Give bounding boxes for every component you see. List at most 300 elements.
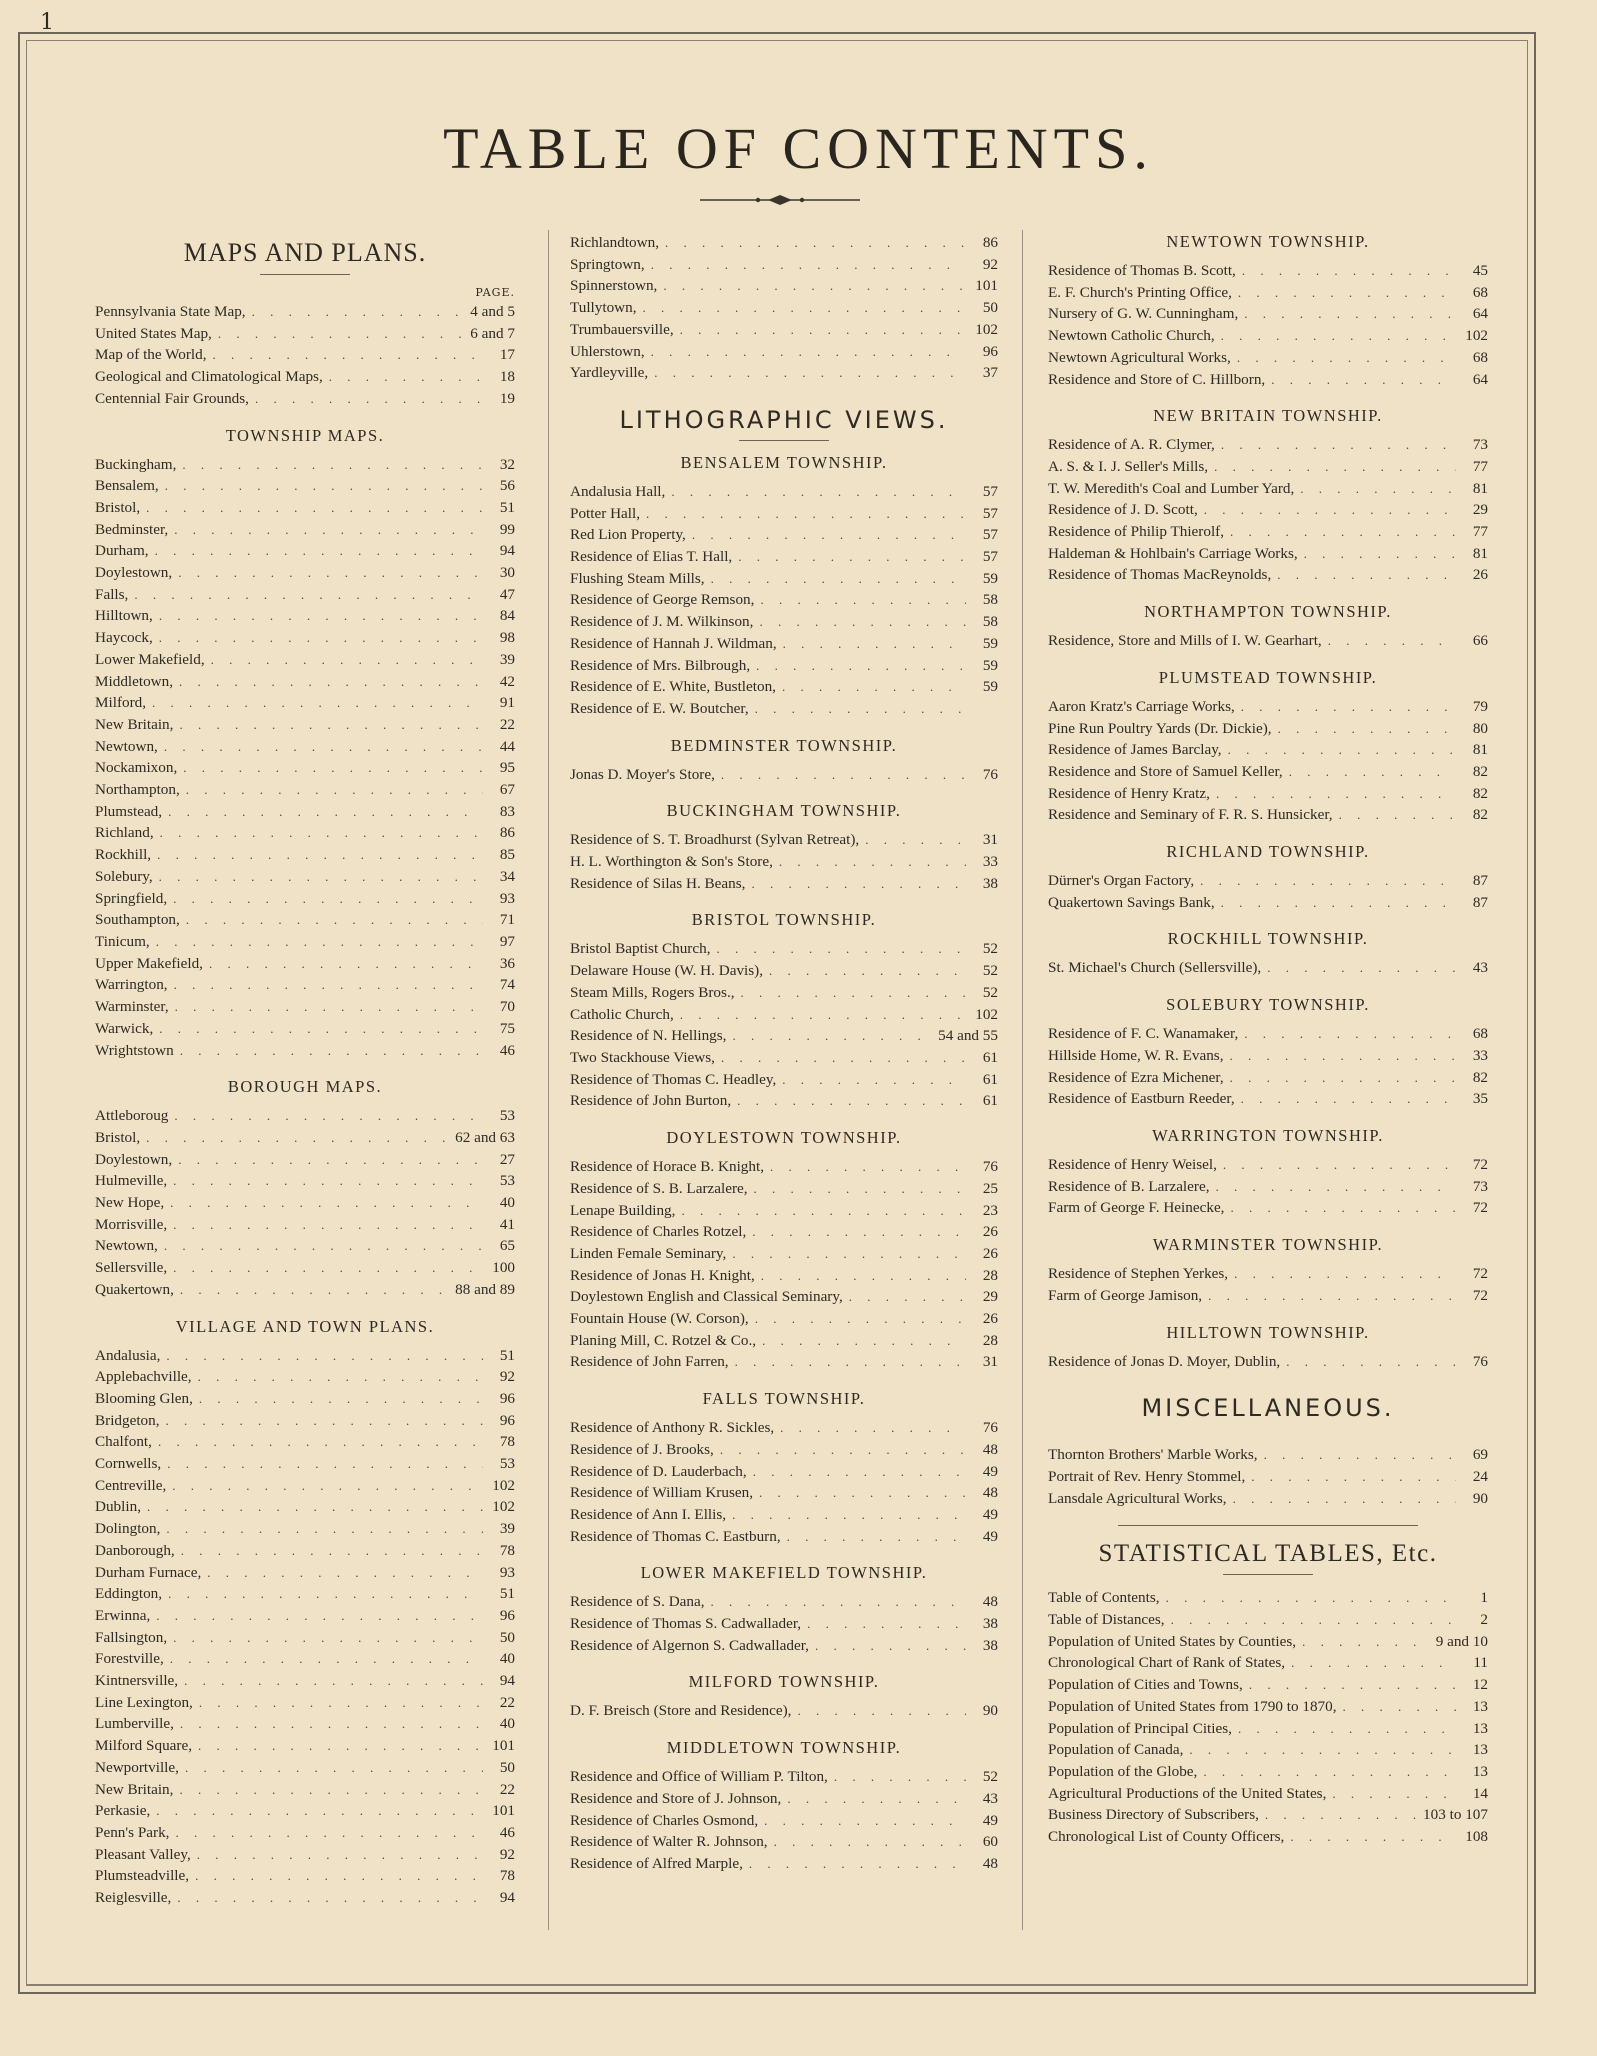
toc-entry (570, 275, 998, 297)
entry-pages: 96 (499, 1411, 515, 1429)
dot-leader (156, 1605, 483, 1627)
entry-label: Blooming Glen, (95, 1389, 193, 1407)
entry-label: Aaron Kratz's Carriage Works, (1048, 697, 1235, 715)
toc-entry (570, 1766, 998, 1788)
entry-label: D. F. Breisch (Store and Residence), (570, 1702, 792, 1720)
township-section (570, 736, 998, 786)
dot-leader (1200, 870, 1456, 892)
toc-entry (570, 1853, 998, 1875)
toc-entry (95, 1345, 515, 1367)
toc-entry (1048, 1804, 1488, 1826)
entry-pages: 81 (1472, 479, 1488, 497)
entry-label: Springfield, (95, 889, 168, 907)
entry-pages: 76 (982, 1419, 998, 1437)
entry-pages: 68 (1472, 283, 1488, 301)
entry-label: Warwick, (95, 1019, 154, 1037)
dot-leader (787, 1788, 966, 1810)
entry-pages: 52 (982, 962, 998, 980)
entry-label: Danborough, (95, 1541, 175, 1559)
entry-label: Tinicum, (95, 932, 150, 950)
dot-leader (179, 671, 483, 693)
township-heading: RICHLAND TOWNSHIP. (1166, 842, 1370, 862)
entry-label: Upper Makefield, (95, 954, 203, 972)
entry-pages: 98 (499, 629, 515, 647)
dot-leader (166, 1410, 483, 1432)
toc-entry (1048, 1609, 1488, 1631)
entry-pages: 58 (982, 613, 998, 631)
township-section (1048, 406, 1488, 586)
dot-leader (782, 676, 966, 698)
dot-leader (1233, 1488, 1456, 1510)
entry-label: New Britain, (95, 715, 174, 733)
township-heading: LOWER MAKEFIELD TOWNSHIP. (640, 1563, 928, 1583)
entry-pages: 64 (1472, 305, 1488, 323)
entry-label: St. Michael's Church (Sellersville), (1048, 959, 1262, 977)
entry-label: Solebury, (95, 867, 153, 885)
dot-leader (173, 1627, 483, 1649)
entry-pages: 93 (499, 889, 515, 907)
dot-leader (146, 1127, 449, 1149)
toc-entry (570, 1417, 998, 1439)
entry-pages: 13 (1472, 1697, 1488, 1715)
dot-leader (180, 1713, 483, 1735)
entry-pages: 74 (499, 976, 515, 994)
entry-pages: 59 (982, 634, 998, 652)
dot-leader (170, 1192, 483, 1214)
dot-leader (165, 475, 483, 497)
entry-label: Population of the Globe, (1048, 1762, 1198, 1780)
toc-entry (95, 454, 515, 476)
dot-leader (1328, 630, 1456, 652)
entry-pages: 108 (1465, 1828, 1488, 1846)
toc-entry (95, 931, 515, 953)
township-heading: BENSALEM TOWNSHIP. (680, 452, 888, 472)
township-heading: MIDDLETOWN TOWNSHIP. (666, 1738, 902, 1758)
township-section (1048, 232, 1488, 390)
dot-leader (179, 714, 483, 736)
entry-pages: 50 (982, 299, 998, 317)
entry-label: Delaware House (W. H. Davis), (570, 962, 764, 980)
entry-label: Spinnerstown, (570, 277, 658, 295)
dot-leader (1265, 1804, 1417, 1826)
toc-entry (570, 1482, 998, 1504)
dot-leader (787, 1526, 966, 1548)
entry-pages: 101 (492, 1802, 515, 1820)
entry-pages: 67 (499, 781, 515, 799)
toc-entry (95, 1192, 515, 1214)
dot-leader (815, 1635, 966, 1657)
entry-label: Plumstead, (95, 802, 163, 820)
township-section (1048, 1126, 1488, 1219)
toc-entry (570, 698, 998, 720)
toc-entry (1048, 303, 1488, 325)
entry-label: Chronological Chart of Rank of States, (1048, 1654, 1286, 1672)
entry-pages: 35 (1472, 1090, 1488, 1108)
toc-entry (570, 319, 998, 341)
toc-entry (570, 1591, 998, 1613)
entry-list (1048, 260, 1488, 390)
township-section (1048, 1235, 1488, 1306)
entry-label: Andalusia, (95, 1346, 161, 1364)
entry-label: Residence of Elias T. Hall, (570, 548, 733, 566)
toc-entry (570, 1221, 998, 1243)
entry-label: Dürner's Organ Factory, (1048, 872, 1195, 890)
dot-leader (749, 1853, 966, 1875)
toc-entry (1048, 1176, 1488, 1198)
entry-pages: 33 (1472, 1046, 1488, 1064)
entry-label: Residence of Jonas H. Knight, (570, 1266, 755, 1284)
entry-pages: 82 (1472, 1068, 1488, 1086)
entry-label: Residence of Philip Thierolf, (1048, 523, 1225, 541)
entry-label: Hillside Home, W. R. Evans, (1048, 1046, 1224, 1064)
section-divider (1118, 1525, 1418, 1526)
entry-pages: 27 (499, 1150, 515, 1168)
toc-entry (95, 519, 515, 541)
dot-leader (174, 1105, 483, 1127)
entry-label: Durham Furnace, (95, 1563, 202, 1581)
toc-entry (1048, 282, 1488, 304)
entry-label: Newtown Catholic Church, (1048, 327, 1215, 345)
entry-pages: 49 (982, 1505, 998, 1523)
entry-label: Population of Cities and Towns, (1048, 1676, 1243, 1694)
entry-pages: 59 (982, 656, 998, 674)
dot-leader (1208, 1285, 1456, 1307)
entry-label: Attleboroug (95, 1107, 169, 1125)
dot-leader (1230, 1197, 1456, 1219)
toc-entry (570, 1243, 998, 1265)
entry-pages: 56 (499, 477, 515, 495)
entry-pages: 72 (1472, 1155, 1488, 1173)
entry-pages: 13 (1472, 1741, 1488, 1759)
entry-pages: 52 (982, 983, 998, 1001)
entry-pages: 102 (492, 1476, 515, 1494)
dot-leader (760, 589, 966, 611)
entry-label: Table of Contents, (1048, 1589, 1160, 1607)
toc-entry (1048, 1761, 1488, 1783)
entry-pages: 76 (982, 1158, 998, 1176)
entry-list (1048, 1587, 1488, 1847)
township-section (1048, 668, 1488, 826)
toc-entry (1048, 1263, 1488, 1285)
entry-pages: 28 (982, 1266, 998, 1284)
toc-entry (1048, 957, 1488, 979)
dot-leader (180, 1040, 483, 1062)
toc-entry (1048, 325, 1488, 347)
dot-leader (643, 297, 966, 319)
toc-entry (95, 779, 515, 801)
dot-leader (663, 275, 966, 297)
dot-leader (199, 1388, 483, 1410)
entry-pages: 72 (1472, 1199, 1488, 1217)
bottom-border (26, 1984, 1528, 1985)
entry-pages: 39 (499, 650, 515, 668)
township-groups (570, 453, 998, 1875)
entry-pages: 19 (499, 389, 515, 407)
dot-leader (1237, 347, 1456, 369)
entry-label: Residence of James Barclay, (1048, 741, 1222, 759)
township-section (1048, 602, 1488, 652)
entry-pages: 31 (982, 831, 998, 849)
toc-entry (1048, 1351, 1488, 1373)
entry-pages: 13 (1472, 1719, 1488, 1737)
entry-label: Newtown, (95, 737, 158, 755)
toc-entry (95, 1170, 515, 1192)
dot-leader (186, 909, 483, 931)
entry-pages: 73 (1472, 436, 1488, 454)
township-section (570, 1563, 998, 1656)
entry-list (1048, 1263, 1488, 1306)
toc-entry (95, 1257, 515, 1279)
dot-leader (156, 1800, 483, 1822)
entry-label: Haldeman & Hohlbain's Carriage Works, (1048, 544, 1298, 562)
entry-label: Residence of Henry Kratz, (1048, 784, 1210, 802)
township-heading: ROCKHILL TOWNSHIP. (1167, 929, 1369, 949)
entry-label: Centreville, (95, 1476, 167, 1494)
entry-label: Residence of E. W. Boutcher, (570, 699, 749, 717)
entry-list (95, 454, 515, 1062)
entry-pages: 48 (982, 1854, 998, 1872)
entry-pages: 101 (975, 277, 998, 295)
dot-leader (1230, 1067, 1456, 1089)
entry-pages: 70 (499, 998, 515, 1016)
toc-entry (95, 1562, 515, 1584)
entry-pages: 62 and 63 (455, 1128, 515, 1146)
entry-label: Farm of George Jamison, (1048, 1286, 1203, 1304)
dot-leader (782, 1069, 966, 1091)
toc-entry (570, 362, 998, 384)
entry-label: Residence of William Krusen, (570, 1484, 753, 1502)
dot-leader (681, 1200, 966, 1222)
entry-label: Residence of Walter R. Johnson, (570, 1833, 768, 1851)
dot-leader (1221, 892, 1456, 914)
entry-pages: 68 (1472, 1025, 1488, 1043)
entry-label: Population of Canada, (1048, 1741, 1184, 1759)
entry-label: Lenape Building, (570, 1201, 676, 1219)
entry-pages: 82 (1472, 806, 1488, 824)
entry-label: A. S. & I. J. Seller's Mills, (1048, 457, 1209, 475)
entry-pages: 102 (1465, 327, 1488, 345)
ornament-icon (700, 194, 860, 206)
entry-label: Nursery of G. W. Cunningham, (1048, 305, 1239, 323)
dot-leader (755, 1308, 966, 1330)
toc-entry (570, 873, 998, 895)
entry-label: Richland, (95, 824, 154, 842)
entry-pages: 92 (982, 255, 998, 273)
dot-leader (186, 779, 483, 801)
toc-entry (570, 655, 998, 677)
entry-list (1048, 696, 1488, 826)
entry-label: Plumsteadville, (95, 1867, 190, 1885)
toc-entry (570, 341, 998, 363)
dot-leader (737, 1090, 966, 1112)
entry-label: Population of United States by Counties, (1048, 1632, 1297, 1650)
dot-leader (170, 1648, 483, 1670)
entry-label: Flushing Steam Mills, (570, 569, 705, 587)
entry-label: Residence and Store of C. Hillborn, (1048, 370, 1266, 388)
entry-pages: 85 (499, 846, 515, 864)
dot-leader (671, 481, 966, 503)
entry-label: Two Stackhouse Views, (570, 1048, 715, 1066)
entry-pages: 2 (1480, 1611, 1488, 1629)
entry-pages: 49 (982, 1527, 998, 1545)
entry-label: Bensalem, (95, 477, 159, 495)
toc-entry (95, 562, 515, 584)
entry-pages: 102 (975, 320, 998, 338)
dot-leader (1189, 1739, 1456, 1761)
entry-pages: 91 (499, 694, 515, 712)
dot-leader (199, 1692, 483, 1714)
entry-pages: 30 (499, 564, 515, 582)
heading-divider (739, 440, 829, 441)
entry-pages: 24 (1472, 1467, 1488, 1485)
entry-label: Residence of E. White, Bustleton, (570, 678, 776, 696)
toc-entry (1048, 434, 1488, 456)
entry-label: Farm of George F. Heinecke, (1048, 1199, 1225, 1217)
entry-pages: 96 (499, 1606, 515, 1624)
dot-leader (721, 764, 966, 786)
entry-label: Doylestown, (95, 1150, 173, 1168)
toc-entry (570, 1025, 998, 1047)
toc-entry (1048, 1587, 1488, 1609)
entry-label: Residence of Horace B. Knight, (570, 1158, 765, 1176)
entry-label: Residence and Store of Samuel Keller, (1048, 762, 1283, 780)
entry-label: Residence of B. Larzalere, (1048, 1177, 1210, 1195)
entry-label: Centennial Fair Grounds, (95, 389, 249, 407)
dot-leader (1203, 1761, 1456, 1783)
entry-list (570, 764, 998, 786)
dot-leader (167, 1453, 483, 1475)
entry-pages: 39 (499, 1520, 515, 1538)
entry-pages: 87 (1472, 893, 1488, 911)
dot-leader (1171, 1609, 1456, 1631)
entry-label: Residence of Alfred Marple, (570, 1854, 743, 1872)
entry-pages: 103 to 107 (1423, 1806, 1488, 1824)
entry-pages: 78 (499, 1867, 515, 1885)
dot-leader (1251, 1466, 1456, 1488)
toc-entry (95, 540, 515, 562)
entry-pages: 96 (982, 342, 998, 360)
township-section (1048, 842, 1488, 913)
entry-label: Residence of Henry Weisel, (1048, 1155, 1217, 1173)
entry-pages: 26 (1472, 566, 1488, 584)
entry-label: Residence of Ezra Michener, (1048, 1068, 1224, 1086)
toc-entry (95, 1865, 515, 1887)
entry-pages: 53 (499, 1107, 515, 1125)
entry-pages: 86 (499, 824, 515, 842)
toc-entry (95, 1279, 515, 1301)
toc-entry (1048, 870, 1488, 892)
toc-entry (570, 1461, 998, 1483)
dot-leader (146, 497, 483, 519)
toc-entry (1048, 1696, 1488, 1718)
entry-label: Andalusia Hall, (570, 482, 666, 500)
toc-entry (95, 1453, 515, 1475)
toc-entry (95, 1040, 515, 1062)
township-heading: WARRINGTON TOWNSHIP. (1152, 1125, 1384, 1145)
entry-pages: 52 (982, 1768, 998, 1786)
entry-pages: 52 (982, 940, 998, 958)
dot-leader (195, 1865, 483, 1887)
dot-leader (735, 1351, 966, 1373)
toc-entry (1048, 1739, 1488, 1761)
toc-entry (1048, 1652, 1488, 1674)
dot-leader (185, 1757, 483, 1779)
entry-pages: 66 (1472, 632, 1488, 650)
toc-entry (1048, 1444, 1488, 1466)
toc-entry (1048, 456, 1488, 478)
entry-label: Springtown, (570, 255, 645, 273)
entry-label: Dublin, (95, 1498, 141, 1516)
column-divider (548, 230, 549, 1930)
entry-label: Residence of Jonas D. Moyer, Dublin, (1048, 1352, 1281, 1370)
dot-leader (178, 1149, 483, 1171)
toc-entry (95, 344, 515, 366)
entry-list (1048, 1023, 1488, 1110)
entry-label: Residence, Store and Mills of I. W. Gearhart, (1048, 632, 1322, 650)
section-heading: MAPS AND PLANS. (183, 238, 427, 267)
dot-leader (1300, 478, 1456, 500)
dot-leader (207, 1562, 483, 1584)
dot-leader (168, 801, 483, 823)
entry-label: Potter Hall, (570, 504, 641, 522)
entry-pages: 48 (982, 1440, 998, 1458)
dot-leader (178, 562, 483, 584)
dot-leader (732, 1504, 966, 1526)
toc-entry (570, 611, 998, 633)
dot-leader (849, 1286, 966, 1308)
toc-entry (570, 1200, 998, 1222)
toc-entry (1048, 499, 1488, 521)
dot-leader (1234, 1263, 1456, 1285)
entry-pages: 79 (1472, 697, 1488, 715)
entry-label: Residence of John Burton, (570, 1092, 732, 1110)
entry-pages: 92 (499, 1368, 515, 1386)
toc-entry (95, 366, 515, 388)
entry-pages: 81 (1472, 544, 1488, 562)
toc-entry (570, 764, 998, 786)
dot-leader (174, 974, 483, 996)
dot-leader (651, 254, 966, 276)
dot-leader (1221, 325, 1456, 347)
entry-label: Table of Distances, (1048, 1611, 1165, 1629)
entry-pages: 13 (1472, 1762, 1488, 1780)
entry-label: H. L. Worthington & Son's Store, (570, 853, 773, 871)
entry-pages: 22 (499, 715, 515, 733)
entry-pages: 42 (499, 672, 515, 690)
township-maps-section (95, 426, 515, 1062)
entry-label: Residence of Thomas B. Scott, (1048, 262, 1236, 279)
entry-pages: 71 (499, 911, 515, 929)
entry-pages: 95 (499, 759, 515, 777)
toc-entry (570, 1635, 998, 1657)
entry-list (1048, 1154, 1488, 1219)
entry-list (570, 829, 998, 894)
dot-leader (159, 1018, 483, 1040)
entry-label: Hilltown, (95, 607, 153, 625)
entry-pages: 25 (982, 1179, 998, 1197)
entry-pages: 31 (982, 1353, 998, 1371)
entry-pages: 53 (499, 1455, 515, 1473)
dot-leader (211, 649, 483, 671)
toc-entry (570, 1178, 998, 1200)
entry-label: Residence of John Farren, (570, 1353, 729, 1371)
entry-label: New Hope, (95, 1194, 165, 1212)
dot-leader (173, 1257, 483, 1279)
section-subheading: BOROUGH MAPS. (227, 1077, 383, 1097)
dot-leader (255, 388, 483, 410)
toc-entry (95, 996, 515, 1018)
toc-entry (95, 1713, 515, 1735)
